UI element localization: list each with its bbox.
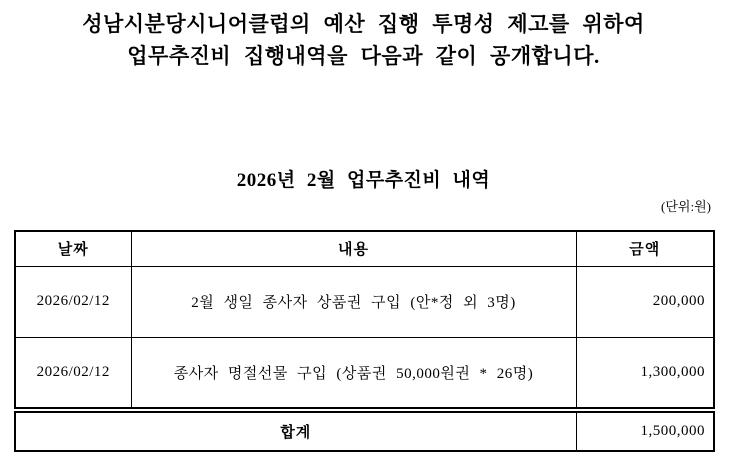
description-cell: 2월 생일 종사자 상품권 구입 (안*정 외 3명)	[131, 266, 576, 337]
total-amount-cell: 1,500,000	[576, 412, 714, 451]
date-cell: 2026/02/12	[15, 337, 131, 408]
intro-paragraph	[14, 0, 713, 72]
col-header-description: 내용	[131, 231, 576, 266]
section-title: 2026년 2월 업무추진비 내역	[236, 170, 491, 191]
expense-table	[14, 230, 715, 409]
date-cell: 2026/02/12	[15, 266, 131, 337]
total-row-table	[14, 411, 715, 452]
document-content	[14, 0, 713, 452]
amount-cell: 1,300,000	[576, 337, 714, 408]
col-header-date: 날짜	[15, 231, 131, 266]
table-header-row	[15, 231, 714, 266]
description-cell: 종사자 명절선물 구입 (상품권 50,000원권 * 26명)	[131, 337, 576, 408]
unit-note: (단위:원)	[661, 199, 711, 214]
table-row	[15, 266, 714, 337]
total-row	[15, 412, 714, 451]
intro-line-1: 성남시분당시니어클럽의 예산 집행 투명성 제고를 위하여	[82, 12, 645, 36]
intro-line-2: 업무추진비 집행내역을 다음과 같이 공개합니다.	[127, 44, 600, 68]
table-row	[15, 337, 714, 408]
total-label-cell: 합계	[15, 412, 576, 451]
col-header-amount: 금액	[576, 231, 714, 266]
amount-cell: 200,000	[576, 266, 714, 337]
